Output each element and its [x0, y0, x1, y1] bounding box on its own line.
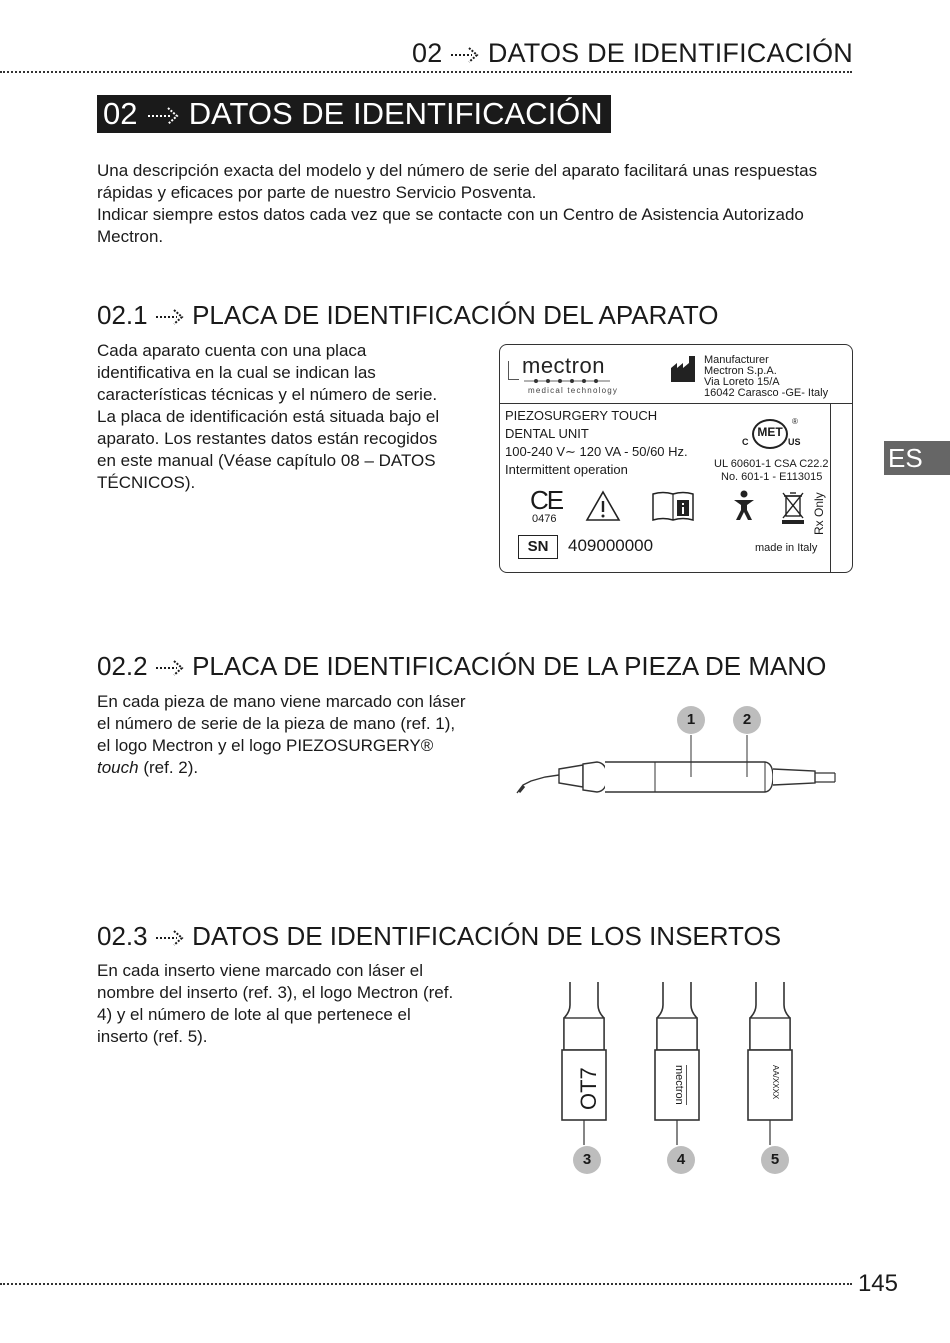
standard-line-1: UL 60601-1 CSA C22.2	[714, 458, 829, 470]
insert-name-label: OT7	[576, 1067, 601, 1110]
chapter-number: 02	[103, 96, 138, 131]
standard-line-2: No. 601-1 - E113015	[721, 471, 823, 483]
section-title	[97, 651, 826, 682]
section-body	[97, 960, 462, 1048]
serial-number: 409000000	[568, 536, 654, 555]
intro-paragraph: Indicar siempre estos datos cada vez que se contacte con un Centro de Asistencia Autorizado Mectron.	[97, 205, 804, 246]
dotted-arrow-icon	[155, 307, 185, 327]
type-b-applied-part-icon	[732, 490, 756, 522]
section-number: 02.1	[97, 300, 148, 330]
rx-only-label: Rx Only	[812, 492, 826, 535]
sn-label: SN	[518, 535, 558, 559]
operation-mode: Intermittent operation	[505, 462, 628, 477]
mectron-tagline: medical technology	[528, 386, 619, 395]
section-body-text: En cada inserto viene marcado con láser el nombre del inserto (ref. 3), el logo Mectron (ref. 4) y el número de lote al que pertenece el inserto (ref. 5).	[97, 961, 454, 1046]
met-certification-mark	[728, 415, 808, 451]
instructions-manual-icon	[651, 490, 695, 522]
intro-text	[97, 160, 857, 248]
callout-1: 1	[677, 706, 705, 734]
footer-divider	[0, 1283, 852, 1285]
body-part: En cada pieza de mano viene marcado con láser el número de serie de la pieza de mano (ref. 1), el logo Mectron y el logo PIEZOSURGERY®	[97, 692, 466, 755]
section-title-text: PLACA DE IDENTIFICACIÓN DEL APARATO	[192, 300, 719, 330]
dotted-arrow-icon	[155, 928, 185, 948]
met-c-mark: C	[742, 437, 749, 447]
dotted-arrow-icon	[450, 45, 480, 65]
factory-icon	[670, 355, 696, 383]
dotted-arrow-icon	[146, 105, 180, 127]
met-registered-mark: ®	[792, 417, 798, 426]
insert-mectron-logo: mectron	[673, 1065, 685, 1105]
chapter-title-text: DATOS DE IDENTIFICACIÓN	[188, 96, 603, 131]
power-rating: 100-240 V∼ 120 VA - 50/60 Hz.	[505, 444, 688, 459]
page-number: 145	[857, 1270, 898, 1297]
weee-bin-icon	[780, 490, 806, 526]
section-title-text: PLACA DE IDENTIFICACIÓN DE LA PIEZA DE MANO	[192, 651, 827, 681]
plate-divider	[500, 403, 852, 404]
model-type: DENTAL UNIT	[505, 426, 589, 441]
manufacturer-city: 16042 Carasco -GE- Italy	[704, 387, 829, 399]
identification-plate	[499, 344, 853, 573]
header-divider	[0, 71, 852, 73]
section-number: 02.3	[97, 921, 148, 951]
logo-dots-icon	[522, 378, 612, 384]
manufacturer-name: Mectron S.p.A.	[704, 365, 777, 377]
running-header-number: 02	[412, 38, 443, 68]
manufacturer-label: Manufacturer	[704, 354, 769, 366]
body-part: (ref. 2).	[138, 758, 199, 777]
origin-label: made in Italy	[755, 542, 818, 554]
running-header-title: DATOS DE IDENTIFICACIÓN	[487, 38, 853, 68]
met-logo-text: MET	[757, 425, 783, 439]
section-title	[97, 921, 781, 952]
callout-5: 5	[761, 1146, 789, 1174]
callout-4: 4	[667, 1146, 695, 1174]
handpiece-illustration	[515, 735, 840, 800]
section-title	[97, 300, 718, 331]
model-name: PIEZOSURGERY TOUCH	[505, 408, 658, 423]
plate-logo-bracket	[508, 361, 519, 380]
manufacturer-street: Via Loreto 15/A	[704, 376, 780, 388]
section-body	[97, 340, 457, 494]
section-title-text: DATOS DE IDENTIFICACIÓN DE LOS INSERTOS	[192, 921, 782, 951]
section-body-text: Cada aparato cuenta con una placa identificativa en la cual se indican las características técnicas y el número de serie. La placa de identificación está situada bajo el aparato. Los restantes datos están recogidos en este manual (Véase capítulo 08 – DATOS TÉCNICOS).	[97, 341, 440, 492]
callout-2: 2	[733, 706, 761, 734]
met-us-mark: US	[788, 437, 801, 447]
insert-lot-number: AA/XXXX	[771, 1065, 780, 1100]
section-number: 02.2	[97, 651, 148, 681]
warning-icon	[585, 490, 621, 522]
mectron-logo: mectron	[522, 353, 605, 378]
ce-number: 0476	[532, 513, 557, 525]
chapter-title	[97, 95, 611, 133]
running-header	[412, 38, 853, 69]
section-body-text	[97, 691, 467, 779]
ce-mark: CE	[530, 485, 563, 515]
plate-divider	[830, 403, 831, 572]
section-body	[97, 691, 467, 779]
callout-3: 3	[573, 1146, 601, 1174]
body-italic: touch	[97, 758, 139, 777]
intro-paragraph: Una descripción exacta del modelo y del número de serie del aparato facilitará unas respuestas rápidas y eficaces por parte de nuestro Servicio Posventa.	[97, 161, 818, 202]
dotted-arrow-icon	[155, 658, 185, 678]
language-tab: ES	[884, 441, 950, 475]
